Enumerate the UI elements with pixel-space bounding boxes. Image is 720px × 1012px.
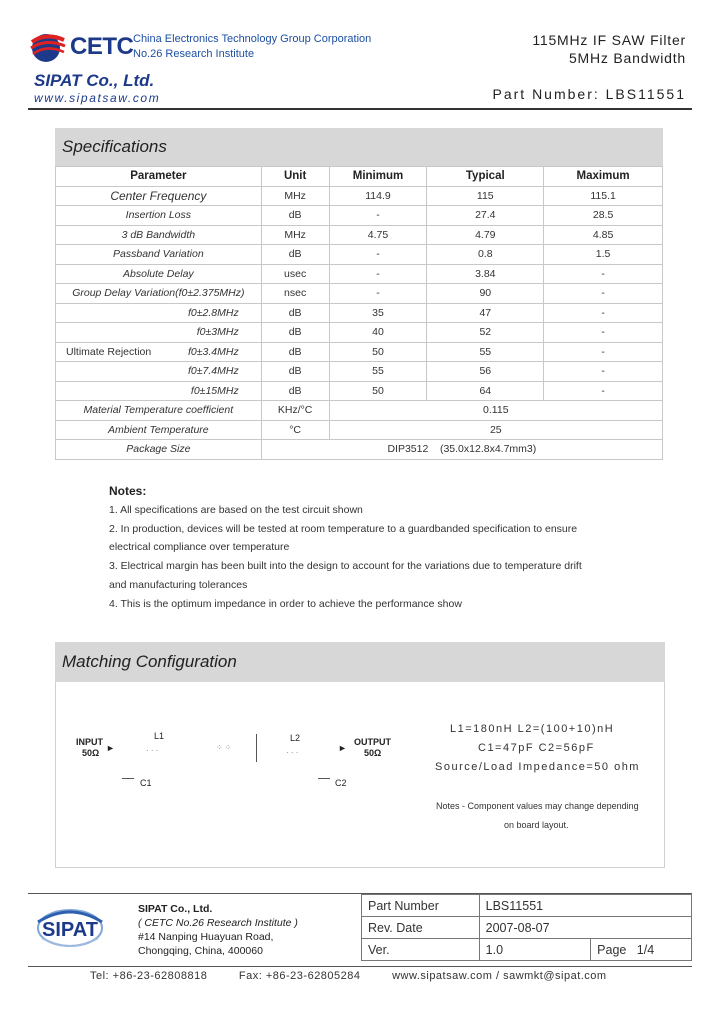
table-header-row [56,167,663,187]
c2-label: C2 [335,778,347,788]
org-line-1: China Electronics Technology Group Corporation [133,33,372,45]
max-cell: - [544,323,663,343]
table-row [56,284,663,304]
param-cell: Insertion Loss [56,206,262,226]
notes-title: Notes: [109,484,147,498]
cetc-logo-icon [28,26,68,66]
header-divider [28,108,692,110]
unit-cell: dB [261,303,329,323]
note-line: 4. This is the optimum impedance in order to achieve the performance show [109,597,462,610]
rejection-sub-cell: f0±3MHz [56,323,262,343]
table-row [56,420,663,440]
min-cell: 55 [329,362,427,382]
specifications-heading: Specifications [55,128,663,166]
max-cell: 115.1 [544,186,663,206]
table-row [56,206,663,226]
impedance-value: Source/Load Impedance=50 ohm [435,761,640,773]
page-indicator: Page 1/4 [591,939,692,961]
cetc-logo-text: CETC [70,33,134,60]
max-cell: - [544,264,663,284]
input-arrow-icon: ► [106,743,115,753]
max-cell: - [544,342,663,362]
inductor-values: L1=180nH L2=(100+10)nH [450,723,615,735]
typ-cell: 55 [427,342,544,362]
value-cell: 0.115 [329,401,662,421]
inductor-l1-icon: · · · [146,746,159,755]
info-label: Part Number [362,895,480,917]
info-label: Rev. Date [362,917,480,939]
note-line: 2. In production, devices will be tested at room temperature to a guardbanded specification to ensure [109,522,578,535]
unit-cell: dB [261,381,329,401]
table-row [56,381,663,401]
param-cell: Passband Variation [56,245,262,265]
note-line: 1. All specifications are based on the test circuit shown [109,503,363,516]
unit-cell: nsec [261,284,329,304]
rejection-sub-label: f0±3.4MHz [188,345,239,358]
typ-cell: 115 [427,186,544,206]
typ-cell: 52 [427,323,544,343]
matching-circuit-diagram [70,728,400,798]
sipat-logo-text: SIPAT [42,919,98,941]
table-row [56,401,663,421]
l2-label: L2 [290,733,301,743]
table-row [362,895,692,917]
footer-address-line: #14 Nanping Huayuan Road, [138,931,274,943]
unit-cell: MHz [261,225,329,245]
unit-cell: °C [261,420,329,440]
max-cell: - [544,381,663,401]
input-label: INPUT [76,737,103,747]
column-header: Maximum [544,167,663,187]
param-cell: Ambient Temperature [56,420,262,440]
company-website[interactable]: www.sipatsaw.com [34,91,161,105]
unit-cell: dB [261,342,329,362]
table-row [362,917,692,939]
inductor-l2-icon: · · · [286,748,299,757]
info-value: LBS11551 [479,895,691,917]
rejection-sub-cell: f0±15MHz [56,381,262,401]
typ-cell: 56 [427,362,544,382]
rejection-label: Ultimate Rejection [66,345,152,358]
min-cell: - [329,264,427,284]
typ-cell: 90 [427,284,544,304]
table-row [56,342,663,362]
typ-cell: 0.8 [427,245,544,265]
component-note-line: on board layout. [504,820,569,830]
min-cell: - [329,245,427,265]
min-cell: - [329,284,427,304]
component-values [430,720,640,777]
unit-cell: dB [261,362,329,382]
capacitor-c1-icon [122,778,134,779]
component-note-line: Notes - Component values may change depending [436,801,639,811]
column-header: Unit [261,167,329,187]
rejection-sub-cell [56,342,262,362]
typ-cell: 64 [427,381,544,401]
capacitor-values: C1=47pF C2=56pF [478,742,595,754]
min-cell: 50 [329,381,427,401]
min-cell: 40 [329,323,427,343]
min-cell: 50 [329,342,427,362]
fax: Fax: +86-23-62805284 [238,970,361,982]
unit-cell: dB [261,323,329,343]
part-number-heading: Part Number: LBS11551 [492,86,686,102]
table-row [56,186,663,206]
matching-heading: Matching Configuration [55,642,665,682]
table-row [56,225,663,245]
footer-company-name: SIPAT Co., Ltd. [138,903,213,915]
param-cell: Material Temperature coefficient [56,401,262,421]
footer-divider-bottom [28,966,692,967]
org-line-2: No.26 Research Institute [133,48,255,60]
document-info-table [361,894,692,961]
filter-divider [256,734,257,762]
footer-institute: ( CETC No.26 Research Institute ) [138,917,298,929]
column-header: Parameter [56,167,262,187]
typ-cell: 4.79 [427,225,544,245]
value-cell: 25 [329,420,662,440]
max-cell: 1.5 [544,245,663,265]
product-subtitle: 5MHz Bandwidth [568,50,686,66]
min-cell: 4.75 [329,225,427,245]
company-name: SIPAT Co., Ltd. [34,71,155,90]
typ-cell: 27.4 [427,206,544,226]
unit-cell: usec [261,264,329,284]
telephone: Tel: +86-23-62808818 [90,970,208,982]
typ-cell: 47 [427,303,544,323]
param-cell: Absolute Delay [56,264,262,284]
note-line: 3. Electrical margin has been built into the design to account for the variations due to temperature drift [109,560,582,573]
l1-label: L1 [154,731,165,741]
unit-cell: MHz [261,186,329,206]
footer-company-info [138,902,298,958]
min-cell: 114.9 [329,186,427,206]
footer-address-line: Chongqing, China, 400060 [138,945,263,957]
value-cell: DIP3512 (35.0x12.8x4.7mm3) [261,440,662,460]
web-email[interactable]: www.sipatsaw.com / sawmkt@sipat.com [392,970,607,982]
max-cell: - [544,284,663,304]
column-header: Minimum [329,167,427,187]
component-note [436,797,639,835]
note-line: and manufacturing tolerances [109,578,248,591]
param-cell: Group Delay Variation(f0±2.375MHz) [56,284,262,304]
table-row [56,303,663,323]
max-cell: 28.5 [544,206,663,226]
output-label: OUTPUT [354,737,391,747]
specifications-table [55,166,663,460]
output-arrow-icon: ► [338,743,347,753]
saw-filter-icon: ⁘ ⁘ [216,743,232,752]
param-cell: Center Frequency [56,186,262,206]
unit-cell: dB [261,206,329,226]
rejection-sub-cell: f0±7.4MHz [56,362,262,382]
max-cell: - [544,362,663,382]
info-label: Ver. [362,939,480,961]
table-row [56,323,663,343]
min-cell: 35 [329,303,427,323]
unit-cell: KHz/°C [261,401,329,421]
rejection-sub-cell: f0±2.8MHz [56,303,262,323]
table-row [56,362,663,382]
table-row [56,245,663,265]
info-value: 2007-08-07 [479,917,691,939]
typ-cell: 3.84 [427,264,544,284]
param-cell: 3 dB Bandwidth [56,225,262,245]
input-impedance: 50Ω [82,748,100,758]
min-cell: - [329,206,427,226]
sipat-logo-icon [30,898,110,958]
output-impedance: 50Ω [364,748,382,758]
capacitor-c2-icon [318,778,330,779]
max-cell: 4.85 [544,225,663,245]
product-title: 115MHz IF SAW Filter [532,32,686,48]
info-value: 1.0 [479,939,591,961]
c1-label: C1 [140,778,152,788]
max-cell: - [544,303,663,323]
column-header: Typical [427,167,544,187]
notes-section [109,482,582,614]
note-line: electrical compliance over temperature [109,541,290,554]
param-cell: Package Size [56,440,262,460]
organization-name [133,32,371,62]
unit-cell: dB [261,245,329,265]
contact-line [90,970,635,982]
table-row [56,264,663,284]
table-row [56,440,663,460]
table-row [362,939,692,961]
